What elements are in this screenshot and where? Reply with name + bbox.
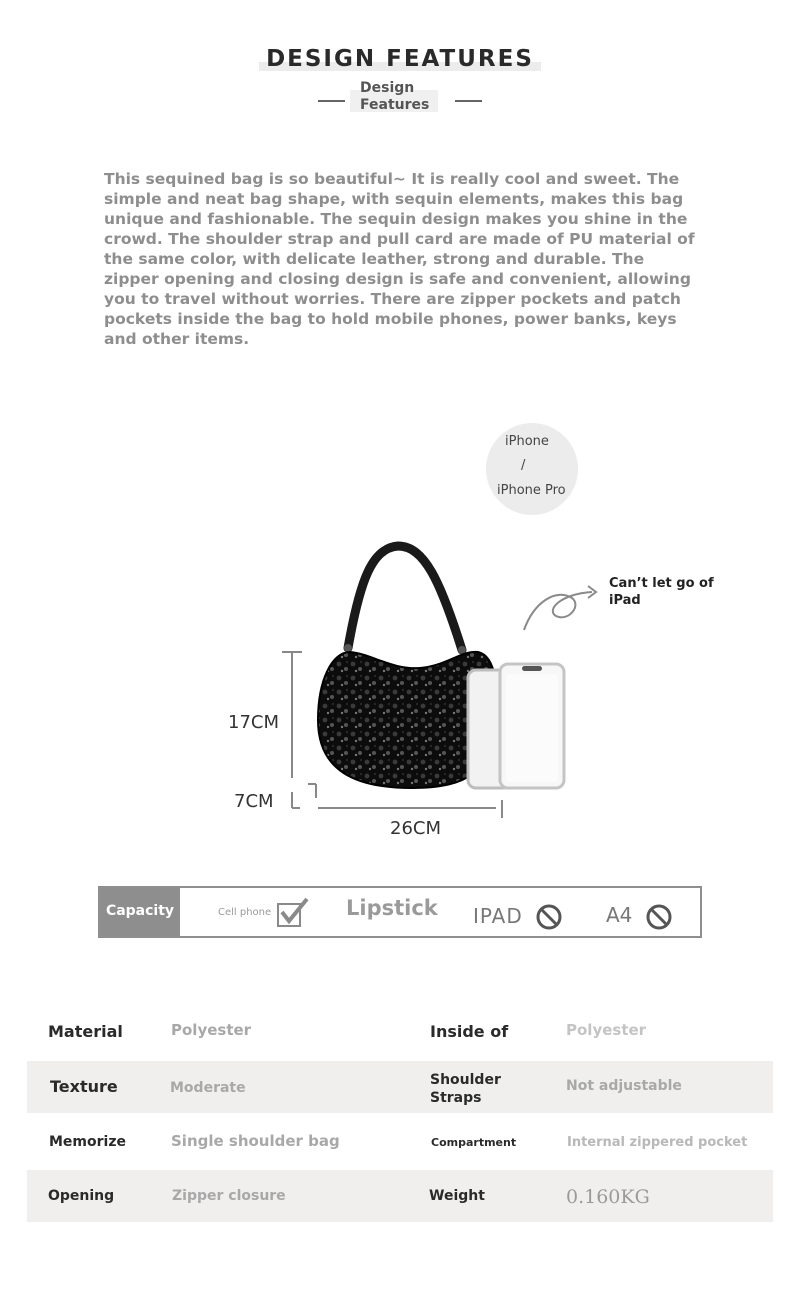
capacity-bar [98,886,702,938]
phone-badge [486,423,578,515]
spec-value: Zipper closure [172,1188,286,1204]
subtitle-line-1: Design [360,80,415,96]
phone-front [500,664,564,788]
product-description: This sequined bag is so beautiful~ It is really cool and sweet. The simple and neat bag shape, with sequin elements, makes this bag unique and fashionable. The sequin design makes you shine in the crowd. The shoulder strap and pull card are made of PU material of the same color, with delicate leather, strong and durable. The zipper opening and closing design is safe and convenient, allowing you to travel without worries. There are zipper pockets and patch pockets inside the bag to hold mobile phones, power banks, keys and other items. [104,170,695,348]
subtitle-line-right [455,100,482,102]
spec-row [27,1061,773,1113]
page-title: DESIGN FEATURES [266,46,534,72]
spec-key: Material [48,1022,123,1041]
width-label: 26CM [390,818,442,839]
spec-key: Shoulder Straps [430,1072,501,1106]
subtitle [360,80,450,114]
spec-key: Texture [50,1077,118,1096]
spec-row [27,1004,773,1061]
spec-key: Compartment [431,1136,517,1149]
depth-label: 7CM [234,791,274,812]
ipad-note-line-2: iPad [609,593,641,608]
spec-value: Polyester [171,1021,252,1039]
capacity-ipad: IPAD [473,904,523,928]
subtitle-line-2: Features [360,97,430,113]
capacity-a4: A4 [606,903,633,927]
spec-value: Single shoulder bag [171,1132,340,1150]
spec-value: Internal zippered pocket [567,1135,748,1150]
spec-key: Opening [48,1188,115,1204]
check-icon [276,896,310,928]
curved-arrow-icon [524,586,596,630]
spec-row [27,1170,773,1222]
bag-strap [344,546,466,654]
subtitle-line-left [318,100,345,102]
capacity-cell-phone: Cell phone [218,907,272,918]
phone-badge-line-1: iPhone [505,434,549,449]
prohibited-icon [535,903,563,931]
capacity-label: Capacity [100,888,180,936]
section-header [0,40,800,130]
spec-key: Inside of [430,1022,509,1041]
spec-key: Memorize [49,1134,126,1150]
spec-value: Polyester [566,1021,647,1039]
spec-table [27,1004,773,1222]
capacity-lipstick: Lipstick [346,896,438,920]
spec-row [27,1113,773,1170]
spec-value: Moderate [170,1080,246,1096]
height-label: 17CM [228,712,280,733]
ipad-note-line-1: Can’t let go of [609,576,714,591]
spec-value: Not adjustable [566,1078,682,1094]
phone-badge-line-2: / [521,458,526,473]
spec-value: 0.160KG [566,1186,650,1208]
spec-key: Weight [429,1188,485,1204]
product-illustration [0,520,800,850]
phone-badge-line-3: iPhone Pro [497,483,566,498]
prohibited-icon [645,903,673,931]
